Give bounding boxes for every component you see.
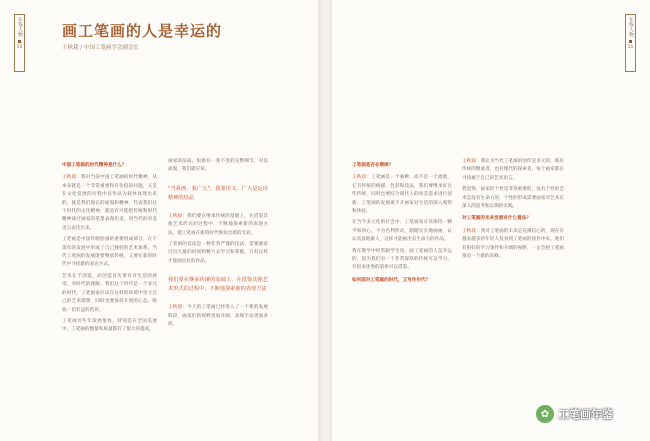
- speaker-label: 王秋栽：: [352, 175, 372, 181]
- article-title: 画工笔画的人是幸运的: [62, 22, 223, 40]
- body-paragraph: [62, 273, 157, 315]
- paragraph-text: 我认为当代工笔画的创作是多元的，既有传统的继承者，也有现代的探索者，每个画家都在寻找属于自己的艺术语言。: [462, 159, 564, 181]
- body-paragraph: [62, 318, 157, 335]
- interview-question: 中国工笔画的时代精神是什么？: [62, 163, 127, 168]
- right-section-tab-marker: [629, 40, 632, 43]
- watermark-text: 工笔画年鉴: [558, 408, 613, 421]
- body-paragraph: [168, 304, 268, 329]
- interview-question: 如何面对工笔画的时代，又写作年代？: [352, 277, 431, 283]
- paragraph-text: 工笔画的技法是一种非常严谨的技法，需要画家付出大量的时间和精力去学习和掌握，只有这样才能画出好的作品。: [168, 242, 268, 264]
- book-gutter: [318, 0, 332, 441]
- pull-quote: 我们要在继承传统的基础上，在借鉴其他艺术形式的过程中，不断地探索新的表现方法: [168, 277, 268, 293]
- body-paragraph: [462, 186, 564, 211]
- right-column-2: [462, 158, 564, 264]
- wechat-logo-icon: ✿: [536, 405, 554, 423]
- paragraph-text: 工笔画是中国传统绘画的重要组成部分，在千余年的发展中形成了自己独特的艺术体系。当代工笔画的发展既要继承传统，又要在新的时代中寻找新的表达方式。: [62, 237, 157, 268]
- paragraph-text: 我们要在继承传统的基础上，在借鉴其他艺术形式的过程中，不断地探索新的表现方法，使工笔画在新的时代焕发出新的光彩。: [168, 213, 268, 236]
- left-column-2: [168, 158, 268, 332]
- paragraph-text: 工笔画近些年发展很快，特别是在全国美展中，工笔画的数量和质量都有了很大的提高。: [62, 318, 157, 333]
- right-page-number: 11: [627, 45, 634, 50]
- body-paragraph: [168, 213, 268, 238]
- interview-question: 对工笔画的未来发展有什么看法？: [462, 216, 531, 222]
- speaker-label: 王秋栽：: [62, 175, 82, 181]
- body-paragraph: [462, 158, 564, 183]
- interview-question: 工笔画是否在继续？: [352, 163, 394, 168]
- paragraph-text: 画家的品质，很难有一张不变的完整细节，对其面貌，我们就应该。: [168, 159, 268, 173]
- speaker-label: 王秋栽：: [168, 305, 188, 311]
- paragraph-text: 工笔画是一个画种，而不是一个流派，它有传统的线描、色彩和技法，我们要继承好这些传统，同时也要结合现代人的审美需求进行创新，工笔画的发展离不开画家对生活的深入观察和体验。: [352, 175, 452, 215]
- right-section-tab-label: 年鉴人物: [628, 17, 634, 37]
- paragraph-text: 我在教学中经常跟学生说，画工笔画的人是幸运的，因为我们有一个非常深厚的传统可以学习，有很多优秀的前辈可以借鉴。: [352, 248, 452, 271]
- body-paragraph: [168, 158, 268, 175]
- body-paragraph: [62, 236, 157, 270]
- pull-quote: "当我画，我广大"，我要用又。广大是运用精神的结晶: [168, 185, 268, 201]
- left-column-1: [62, 158, 157, 338]
- paragraph-text: 我觉得，画家的个性是非常重要的，没有个性的艺术是没有生命力的，个性的形成需要画家对艺术有深入的思考和长期的实践。: [462, 187, 564, 210]
- right-column-1: [352, 158, 452, 289]
- body-paragraph: [352, 248, 452, 273]
- paragraph-text: 我对当前中国工笔画的时代精神，从本身就是一个非常重要和有价值的问题，又是在文化发展的历程中以作品为载体体现出来的，就是我们现在的面貌和精神，代表我们这个时代的文化精神，就是有可能把传统和时代精神通过画家的笔墨表现出来，用当代的审美语言表达出来。: [62, 175, 157, 231]
- speaker-label: 王秋栽：: [462, 228, 481, 234]
- left-section-tab-marker: [18, 40, 21, 43]
- paragraph-text: 今天的工笔画已经进入了一个新的发展阶段，画家们的视野更加开阔，表现手法更加多样。: [168, 305, 268, 328]
- left-section-tab-label: 年鉴人物: [17, 17, 23, 37]
- paragraph-text: 我对工笔画的未来是充满信心的，现在有越来越多的年轻人投身到工笔画的创作中来，他们有很好的学习条件和开阔的视野，一定会把工笔画推向一个新的高峰。: [462, 228, 564, 260]
- body-paragraph: [462, 228, 564, 262]
- paragraph-text: 艺术在于创造，而创造首先要有对生活的感受，对时代的理解。我们这个时代是一个多元的时代，工笔画家应该在这样的环境中坚守自己的艺术理想，同时也要保持开放的心态，吸收一切有益的营养。: [62, 273, 157, 313]
- body-paragraph: [352, 174, 452, 216]
- speaker-label: 王秋栽：: [462, 159, 481, 164]
- right-section-tab: [625, 14, 636, 72]
- paragraph-text: 在当今多元化的社会中，工笔画家应该保持一颗平和的心，不为名利所动，踏踏实实地画画，认认真真地做人，这样才能画出有生命力的作品。: [352, 220, 452, 243]
- wechat-watermark: [536, 405, 613, 423]
- body-paragraph: [352, 219, 452, 244]
- body-paragraph: [168, 241, 268, 266]
- left-section-tab: [14, 14, 25, 72]
- left-page: [0, 0, 318, 441]
- speaker-label: 王秋栽：: [168, 213, 188, 219]
- left-page-number: 10: [16, 45, 23, 50]
- body-paragraph: [62, 174, 157, 233]
- author-line: 王秋栽 / 中国工笔画学会副会长: [62, 45, 139, 51]
